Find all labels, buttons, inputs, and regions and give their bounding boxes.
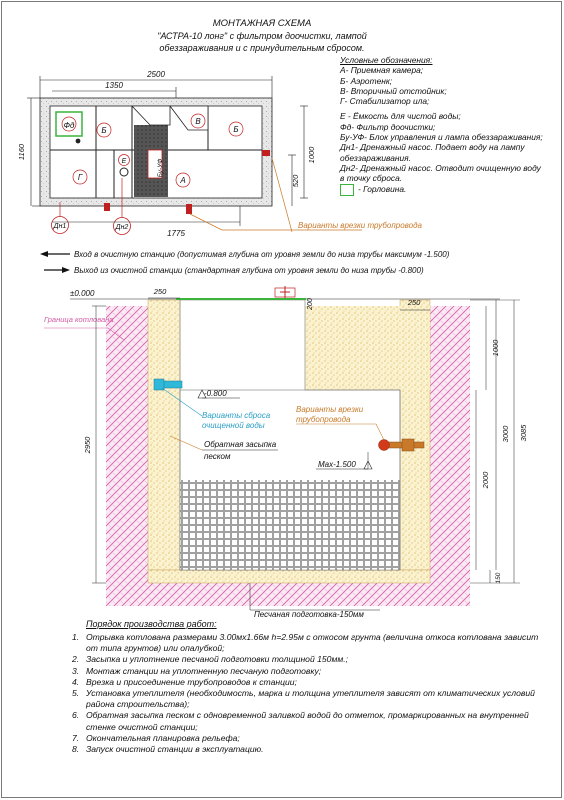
inlet-arrow (40, 250, 450, 259)
steps-list (72, 632, 542, 755)
plan-label-buf: Бу-УФ (157, 158, 164, 178)
sand-bed-label: Песчаная подготовка-150мм (254, 610, 364, 619)
dim-1000: 1000 (491, 339, 500, 357)
dim-3085: 3085 (519, 424, 528, 442)
boundary-label: Граница котлована (44, 315, 114, 324)
manhole-symbol-icon (340, 184, 354, 196)
outlet-text: Выход из очистной станции (стандартная глубина от уровня земли до низа трубы -0.800) (74, 266, 424, 275)
dim-250-right: 250 (407, 298, 421, 307)
plan-variants-label: Варианты врезки трубопровода (298, 221, 422, 230)
dim-h-520: 520 (291, 174, 300, 188)
step-item: 4. Врезка и присоединение трубопроводов к станции; (72, 676, 297, 687)
step-item: 5. Установка утеплителя (необходимость, марка и толщина утеплителя зависят от климатических условий района строительства); (72, 688, 535, 710)
legend-item-g: Г- Стабилизатор ила; (340, 96, 430, 107)
inlet-text: Вход в очистную станцию (допустимая глубина от уровня земли до низа трубы максимум -1.500) (74, 250, 450, 259)
dim-height-left: 1160 (17, 143, 26, 161)
dim-150: 150 (495, 572, 502, 584)
step-item: 2. Засыпка и уплотнение песчаной подготовки толщиной 150мм.; (72, 654, 349, 665)
dim-2000: 2000 (481, 471, 490, 489)
step-item: 3. Монтаж станции на уплотненную песчаную подготовку; (72, 665, 322, 676)
backfill-label: Обратная засыпка песком (204, 440, 277, 461)
legend (340, 55, 545, 196)
legend-hatch-text: - Горловина. (358, 183, 407, 194)
plan-label-v: В (195, 117, 201, 126)
plan-label-dn2: Дн2 (115, 224, 129, 231)
plan-label-e: Е (121, 158, 127, 165)
dim-2950: 2950 (83, 436, 92, 454)
mark-0800: -0.800 (204, 389, 227, 398)
dim-height-right: 1000 (307, 146, 316, 164)
max-mark: Max-1.500 (318, 460, 356, 469)
plan-label-dn1: Дн1 (53, 223, 67, 230)
outlet-arrow (44, 266, 424, 275)
legend-item-dn1: Дн1- Дренажный насос. Подает воду на лампу обеззараживания. (340, 142, 525, 163)
plan-label-b2: Б (233, 125, 239, 134)
title-line-3: обеззараживания и с принудительным сбросом. (159, 43, 365, 53)
dim-total-width: 2500 (147, 70, 165, 79)
step-item: 6. Обратная засыпка песком с одновременной заливкой водой до отметок, промаркированных на внутренней стенке очистной станции; (72, 710, 529, 732)
legend-item-v: В- Вторичный отстойник; (340, 85, 447, 96)
legend-item-b: Б- Аэротенк; (340, 75, 393, 86)
title-line-1: МОНТАЖНАЯ СХЕМА (212, 18, 312, 29)
legend-item-a: А- Приемная камера; (340, 65, 424, 76)
legend-item-e: Е - Ёмкость для чистой воды; (340, 111, 461, 122)
legend-item-fd: Фд- Фильтр доочистки; (340, 121, 436, 132)
plan-label-a: А (180, 176, 186, 185)
dim-bottom: 1775 (167, 229, 185, 238)
discharge-label: Варианты сброса очищенной воды (202, 411, 271, 430)
plan-label-fd: Фд (63, 121, 75, 130)
dim-3000: 3000 (501, 425, 510, 443)
steps-title: Порядок производства работ: (86, 619, 217, 629)
legend-item-hatch (340, 184, 545, 196)
plan-label-g: Г (77, 173, 83, 182)
dim-left-width: 1350 (105, 81, 123, 90)
zero-mark: ±0.000 (70, 289, 95, 298)
plan-label-b1: Б (101, 126, 107, 135)
dim-200: 200 (307, 298, 314, 310)
title-line-2: "АСТРА-10 лонг" с фильтром доочистки, лампой (157, 31, 367, 41)
section-view (44, 286, 528, 619)
variants-label: Варианты врезки трубопровода (296, 405, 364, 424)
step-item: 8. Запуск очистной станции в эксплуатацию. (72, 744, 264, 755)
legend-title: Условные обозначения: (340, 55, 433, 65)
dim-250-left: 250 (153, 287, 167, 296)
step-item: 7. Окончательная планировка рельефа; (72, 732, 240, 743)
step-item: 1. Отрывка котлована размерами 3.00мх1.66м h=2.95м с откосом грунта (величина откоса котлована зависит от типа грунтов) или опалубкой; (72, 632, 539, 654)
legend-item-dn2: Дн2- Дренажный насос. Отводит очищенную воду в точку сброса. (340, 162, 541, 184)
legend-item-buf: Бу-УФ- Блок управления и лампа обеззараживания; (340, 132, 543, 143)
